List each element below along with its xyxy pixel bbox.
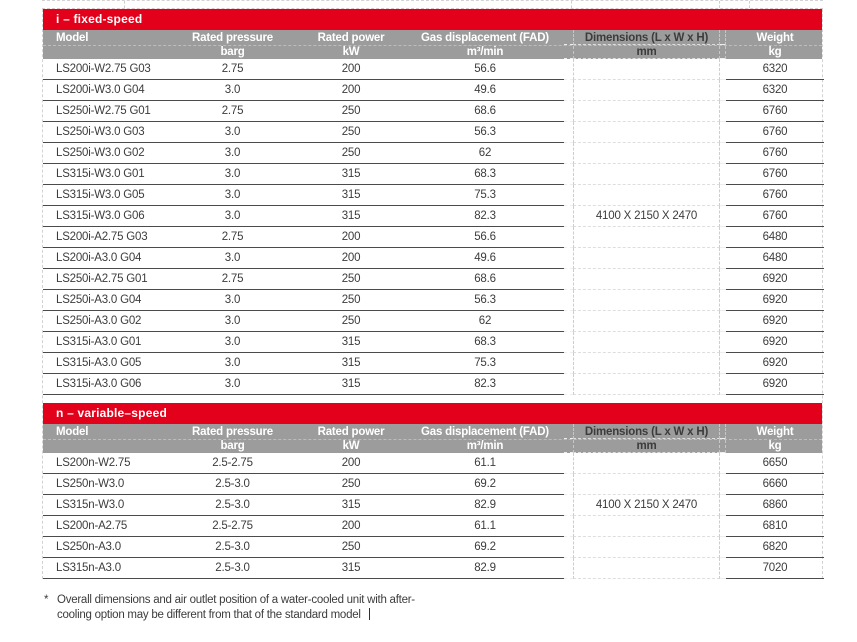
unit-header-pressure: barg xyxy=(220,46,245,58)
cell-fad: 61.1 xyxy=(406,453,564,474)
cell-rated-power: 250 xyxy=(296,143,406,164)
unit-header-dimensions: mm xyxy=(573,440,720,453)
cell-model: LS315i-A3.0 G01 xyxy=(43,332,169,353)
table-row xyxy=(43,185,822,206)
cell-model: LS250i-A3.0 G02 xyxy=(43,311,169,332)
cell-rated-pressure: 2.5-2.75 xyxy=(169,516,296,537)
cell-rated-power: 200 xyxy=(296,59,406,80)
cell-dimensions xyxy=(573,248,720,269)
cell-model: LS250n-A3.0 xyxy=(43,537,169,558)
gridline-tick xyxy=(124,1,125,8)
cell-dimensions xyxy=(573,537,720,558)
cell-fad: 82.3 xyxy=(406,206,564,227)
table-row xyxy=(43,353,822,374)
section-banner-variable-speed: n – variable–speed xyxy=(43,403,822,424)
table-row xyxy=(43,474,822,495)
col-header-model: Model xyxy=(56,426,89,438)
table-row xyxy=(43,122,822,143)
gridline-tick xyxy=(719,1,720,8)
cell-model: LS250n-W3.0 xyxy=(43,474,169,495)
cell-model: LS200n-W2.75 xyxy=(43,453,169,474)
spacer-cell xyxy=(564,516,573,537)
section-banner-fixed-speed: i – fixed-speed xyxy=(43,9,822,30)
cell-model: LS250i-W3.0 G02 xyxy=(43,143,169,164)
spacer-cell xyxy=(564,206,573,227)
cell-rated-power: 250 xyxy=(296,474,406,495)
cell-rated-power: 250 xyxy=(296,122,406,143)
spacer-cell xyxy=(564,558,573,579)
gridline-tick xyxy=(749,1,750,8)
table-row xyxy=(43,537,822,558)
cell-rated-power: 200 xyxy=(296,453,406,474)
spacer-cell xyxy=(564,453,573,474)
unit-header-dimensions: mm xyxy=(573,46,720,59)
cell-dimensions xyxy=(573,516,720,537)
cell-rated-pressure: 3.0 xyxy=(169,311,296,332)
cell-rated-pressure: 2.5-3.0 xyxy=(169,474,296,495)
cell-model: LS315i-W3.0 G05 xyxy=(43,185,169,206)
cell-weight: 6660 xyxy=(726,474,824,495)
footnote[interactable] xyxy=(44,593,823,623)
cell-model: LS315i-W3.0 G01 xyxy=(43,164,169,185)
cell-weight: 6320 xyxy=(726,80,824,101)
col-header-fad: Gas displacement (FAD) xyxy=(421,32,549,44)
cell-weight: 6320 xyxy=(726,59,824,80)
cell-fad: 49.6 xyxy=(406,248,564,269)
cell-model: LS200i-W2.75 G03 xyxy=(43,59,169,80)
cell-fad: 61.1 xyxy=(406,516,564,537)
cell-dimensions xyxy=(573,374,720,395)
cell-dimensions xyxy=(573,558,720,579)
table-row xyxy=(43,269,822,290)
text-cursor xyxy=(369,608,370,620)
spacer-cell xyxy=(564,185,573,206)
table-header xyxy=(43,30,822,59)
unit-header-weight: kg xyxy=(768,440,782,452)
cell-weight: 7020 xyxy=(726,558,824,579)
cell-rated-power: 200 xyxy=(296,227,406,248)
cell-model: LS315n-A3.0 xyxy=(43,558,169,579)
unit-header-spacer xyxy=(564,46,573,59)
unit-header-weight: kg xyxy=(768,46,782,58)
cell-model: LS200i-W3.0 G04 xyxy=(43,80,169,101)
cell-model: LS315i-A3.0 G06 xyxy=(43,374,169,395)
col-header-fad: Gas displacement (FAD) xyxy=(421,426,549,438)
spacer-cell xyxy=(564,474,573,495)
unit-header-model xyxy=(43,46,169,59)
cell-dimensions xyxy=(573,164,720,185)
cell-fad: 56.3 xyxy=(406,290,564,311)
col-header-weight: Weight xyxy=(756,32,794,44)
col-header-weight: Weight xyxy=(756,426,794,438)
cell-rated-pressure: 2.5-3.0 xyxy=(169,558,296,579)
cell-fad: 68.6 xyxy=(406,101,564,122)
col-header-dimensions: Dimensions (L x W x H) xyxy=(573,424,720,439)
cell-dimensions xyxy=(573,290,720,311)
cell-rated-power: 250 xyxy=(296,537,406,558)
cell-rated-pressure: 3.0 xyxy=(169,122,296,143)
cell-dimensions xyxy=(573,185,720,206)
cell-weight: 6920 xyxy=(726,374,824,395)
cell-weight: 6760 xyxy=(726,101,824,122)
cell-weight: 6480 xyxy=(726,248,824,269)
cell-dimensions xyxy=(573,59,720,80)
cell-dimensions: 4100 X 2150 X 2470 xyxy=(573,206,720,227)
cell-rated-pressure: 3.0 xyxy=(169,80,296,101)
col-header-spacer xyxy=(564,30,573,45)
cell-rated-power: 200 xyxy=(296,516,406,537)
footnote-line-2: cooling option may be different from that of the standard model xyxy=(57,609,361,621)
spacer-cell xyxy=(564,248,573,269)
cell-rated-pressure: 2.5-2.75 xyxy=(169,453,296,474)
cell-fad: 82.9 xyxy=(406,495,564,516)
unit-header-pressure: barg xyxy=(220,440,245,452)
cell-weight: 6760 xyxy=(726,143,824,164)
table-row xyxy=(43,311,822,332)
cell-model: LS315i-W3.0 G06 xyxy=(43,206,169,227)
table-row xyxy=(43,164,822,185)
col-header-power: Rated power xyxy=(317,426,385,438)
section-divider xyxy=(43,395,822,403)
col-header-pressure: Rated pressure xyxy=(192,32,273,44)
spacer-cell xyxy=(564,269,573,290)
spacer-cell xyxy=(564,332,573,353)
cell-dimensions xyxy=(573,353,720,374)
cell-rated-pressure: 2.75 xyxy=(169,227,296,248)
cell-fad: 49.6 xyxy=(406,80,564,101)
cell-weight: 6810 xyxy=(726,516,824,537)
unit-header-fad: m³/min xyxy=(466,46,504,58)
cell-weight: 6860 xyxy=(726,495,824,516)
table-row xyxy=(43,80,822,101)
spacer-cell xyxy=(564,311,573,332)
footnote-asterisk: * xyxy=(44,594,49,606)
cell-rated-pressure: 3.0 xyxy=(169,374,296,395)
unit-header-spacer xyxy=(564,440,573,453)
cell-rated-pressure: 3.0 xyxy=(169,332,296,353)
gridline-tick xyxy=(571,1,572,8)
table-header xyxy=(43,424,822,453)
cell-rated-pressure: 2.5-3.0 xyxy=(169,537,296,558)
table-row xyxy=(43,332,822,353)
cell-weight: 6920 xyxy=(726,269,824,290)
cell-rated-pressure: 2.75 xyxy=(169,269,296,290)
table-row xyxy=(43,290,822,311)
cell-weight: 6650 xyxy=(726,453,824,474)
cell-weight: 6920 xyxy=(726,290,824,311)
cell-weight: 6920 xyxy=(726,332,824,353)
cell-dimensions xyxy=(573,311,720,332)
spacer-cell xyxy=(564,374,573,395)
cell-dimensions xyxy=(573,474,720,495)
spacer-cell xyxy=(564,122,573,143)
cell-rated-power: 315 xyxy=(296,332,406,353)
cell-weight: 6920 xyxy=(726,311,824,332)
cell-rated-power: 250 xyxy=(296,101,406,122)
cell-rated-power: 200 xyxy=(296,248,406,269)
cell-fad: 56.3 xyxy=(406,122,564,143)
col-header-pressure: Rated pressure xyxy=(192,426,273,438)
cell-fad: 82.3 xyxy=(406,374,564,395)
cell-dimensions xyxy=(573,80,720,101)
cell-fad: 56.6 xyxy=(406,227,564,248)
section-fixed-speed xyxy=(43,9,822,395)
cell-rated-pressure: 2.5-3.0 xyxy=(169,495,296,516)
spacer-cell xyxy=(564,537,573,558)
cell-rated-power: 250 xyxy=(296,311,406,332)
cell-dimensions xyxy=(573,122,720,143)
cell-rated-pressure: 3.0 xyxy=(169,290,296,311)
table-body xyxy=(43,453,822,579)
cell-fad: 75.3 xyxy=(406,185,564,206)
cell-model: LS200i-A2.75 G03 xyxy=(43,227,169,248)
cell-rated-power: 250 xyxy=(296,290,406,311)
cell-rated-power: 315 xyxy=(296,185,406,206)
cell-fad: 69.2 xyxy=(406,537,564,558)
cell-rated-pressure: 3.0 xyxy=(169,206,296,227)
cell-model: LS250i-A2.75 G01 xyxy=(43,269,169,290)
cell-fad: 68.6 xyxy=(406,269,564,290)
cell-rated-pressure: 3.0 xyxy=(169,164,296,185)
col-header-spacer xyxy=(564,424,573,439)
cell-fad: 62 xyxy=(406,143,564,164)
spacer-cell xyxy=(564,495,573,516)
cell-dimensions xyxy=(573,269,720,290)
cell-fad: 69.2 xyxy=(406,474,564,495)
cell-rated-pressure: 3.0 xyxy=(169,143,296,164)
section-variable-speed xyxy=(43,403,822,579)
cell-model: LS200i-A3.0 G04 xyxy=(43,248,169,269)
cell-model: LS200n-A2.75 xyxy=(43,516,169,537)
cell-weight: 6820 xyxy=(726,537,824,558)
table-row xyxy=(43,516,822,537)
cell-model: LS315n-W3.0 xyxy=(43,495,169,516)
col-header-power: Rated power xyxy=(317,32,385,44)
footnote-line-1: Overall dimensions and air outlet position of a water-cooled unit with after- xyxy=(57,594,415,606)
cell-dimensions xyxy=(573,101,720,122)
cell-fad: 68.3 xyxy=(406,164,564,185)
cell-model: LS250i-W2.75 G01 xyxy=(43,101,169,122)
spacer-cell xyxy=(564,80,573,101)
cell-fad: 75.3 xyxy=(406,353,564,374)
cell-dimensions xyxy=(573,227,720,248)
cell-weight: 6920 xyxy=(726,353,824,374)
table-row xyxy=(43,59,822,80)
cell-weight: 6760 xyxy=(726,122,824,143)
spacer-cell xyxy=(564,143,573,164)
cell-rated-pressure: 2.75 xyxy=(169,101,296,122)
cell-dimensions xyxy=(573,453,720,474)
cell-dimensions xyxy=(573,332,720,353)
cell-rated-pressure: 3.0 xyxy=(169,353,296,374)
table-row xyxy=(43,248,822,269)
cell-weight: 6760 xyxy=(726,164,824,185)
col-header-model: Model xyxy=(56,32,89,44)
cell-model: LS315i-A3.0 G05 xyxy=(43,353,169,374)
spacer-cell xyxy=(564,227,573,248)
table-row xyxy=(43,206,822,227)
cell-dimensions xyxy=(573,143,720,164)
cell-rated-pressure: 3.0 xyxy=(169,185,296,206)
cell-rated-power: 250 xyxy=(296,269,406,290)
cell-rated-power: 315 xyxy=(296,558,406,579)
unit-header-power: kW xyxy=(342,440,360,452)
table-row xyxy=(43,495,822,516)
cell-fad: 62 xyxy=(406,311,564,332)
spacer-cell xyxy=(564,101,573,122)
cell-rated-power: 200 xyxy=(296,80,406,101)
cell-model: LS250i-W3.0 G03 xyxy=(43,122,169,143)
cell-weight: 6760 xyxy=(726,185,824,206)
cell-fad: 56.6 xyxy=(406,59,564,80)
table-row xyxy=(43,374,822,395)
cell-rated-power: 315 xyxy=(296,353,406,374)
cell-fad: 68.3 xyxy=(406,332,564,353)
cell-model: LS250i-A3.0 G04 xyxy=(43,290,169,311)
cell-weight: 6480 xyxy=(726,227,824,248)
cell-rated-power: 315 xyxy=(296,495,406,516)
cell-rated-pressure: 3.0 xyxy=(169,248,296,269)
unit-header-fad: m³/min xyxy=(466,440,504,452)
spacer-cell xyxy=(564,290,573,311)
cell-rated-power: 315 xyxy=(296,206,406,227)
cell-fad: 82.9 xyxy=(406,558,564,579)
spacer-cell xyxy=(564,353,573,374)
table-row xyxy=(43,143,822,164)
table-row xyxy=(43,227,822,248)
spacer-cell xyxy=(564,164,573,185)
spacer-cell xyxy=(564,59,573,80)
unit-header-model xyxy=(43,440,169,453)
table-row xyxy=(43,558,822,579)
footnote-text xyxy=(57,593,415,623)
table-row xyxy=(43,453,822,474)
cell-rated-power: 315 xyxy=(296,374,406,395)
table-row xyxy=(43,101,822,122)
partial-row-above xyxy=(42,0,823,9)
cell-rated-pressure: 2.75 xyxy=(169,59,296,80)
cell-rated-power: 315 xyxy=(296,164,406,185)
table-body xyxy=(43,59,822,395)
cell-dimensions: 4100 X 2150 X 2470 xyxy=(573,495,720,516)
cell-weight: 6760 xyxy=(726,206,824,227)
col-header-dimensions: Dimensions (L x W x H) xyxy=(573,30,720,45)
unit-header-power: kW xyxy=(342,46,360,58)
